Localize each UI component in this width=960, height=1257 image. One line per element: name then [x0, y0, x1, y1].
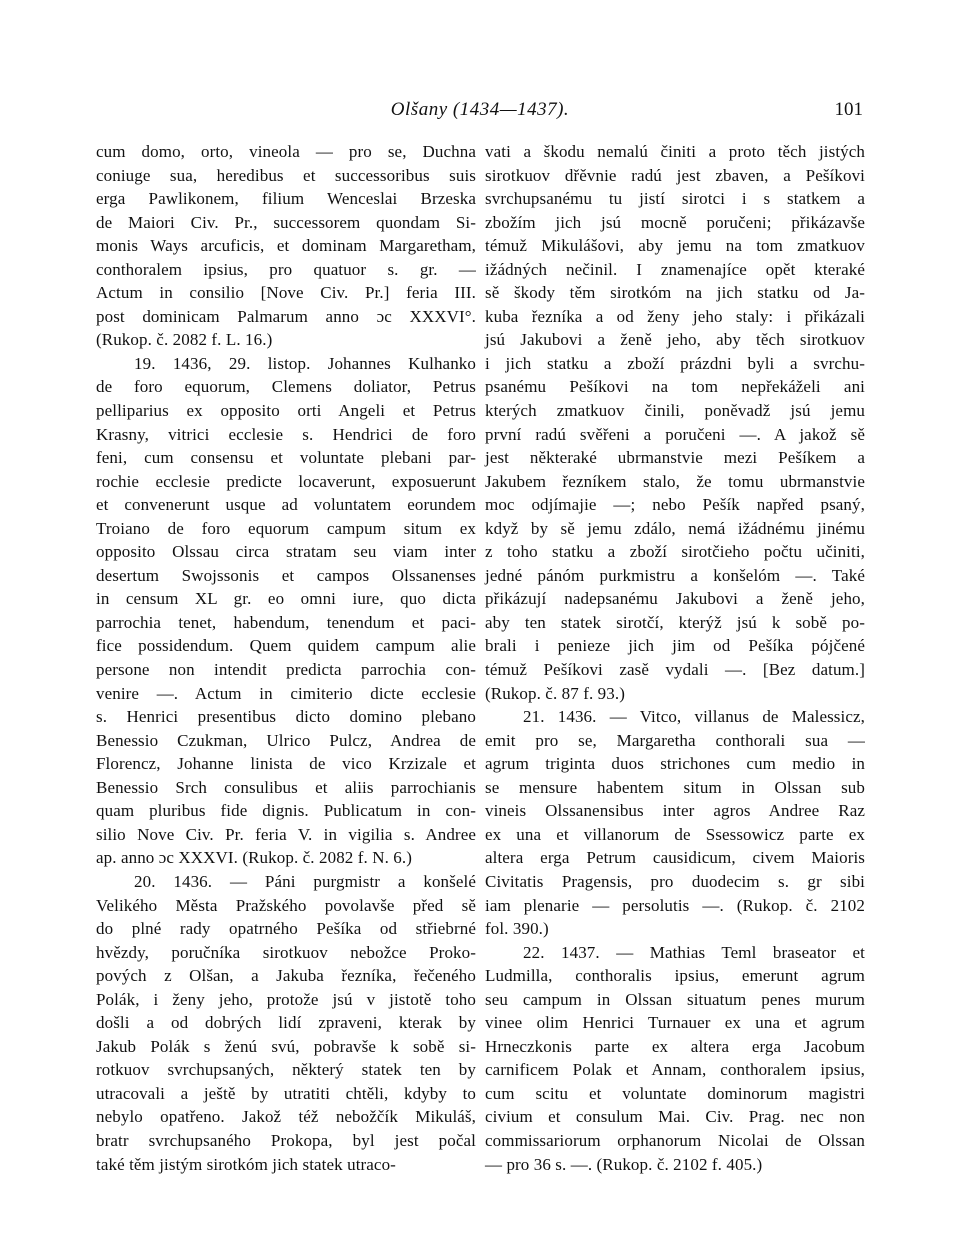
text-line: z toho statku a zboží sirotčieho počtu učiniti,: [485, 542, 865, 562]
running-title: Olšany (1434—1437).: [390, 99, 570, 120]
text-line: hvězdy, poručníka sirotkuov nebožce Proko-: [96, 942, 476, 962]
text-line: parrochia tenet, habendum, tenendum et paci-: [96, 612, 476, 632]
text-line: venire —. Actum in cimiterio dicte ecclesie: [96, 683, 476, 703]
text-line: cum scitu et voluntate dominorum magistri: [485, 1083, 865, 1103]
text-line: agrum triginta duos strichones cum medio in: [485, 754, 865, 774]
text-line: došli a od dobrých lidí zpraveni, kterak by: [96, 1013, 476, 1033]
text-line: conthoralem ipsius, pro quatuor s. gr. —: [96, 259, 476, 279]
text-line: do plné rady opatrného Pešíka od střiebrné: [96, 919, 476, 939]
text-line: de Maiori Civ. Pr., successorem quondam Si-: [96, 212, 476, 232]
text-line: kterých zmatkuov činili, poněvadž jsú jemu: [485, 401, 865, 421]
text-line: 21. 1436. — Vitco, villanus de Malessicz,: [523, 707, 865, 727]
text-line: jedné pánóm purkmistru a konšelóm —. Také: [485, 565, 865, 585]
text-line: cum domo, orto, vineola — pro se, Duchna: [96, 142, 476, 161]
text-line: persone non intendit predicta parrochia con-: [96, 660, 476, 680]
text-line: sě škody těm sirotkóm na jich statku od Ja-: [485, 283, 865, 303]
text-line: aby ten statek sirotčí, kterýž jsú k sobě po-: [485, 612, 865, 632]
text-line: Benessio Srch consulibus et aliis parrochianis: [96, 777, 476, 797]
text-line: když by sě jemu zdálo, nemá ižádnému jinému: [485, 518, 865, 538]
text-line: Velikého Města Pražského povolavše před sě: [96, 895, 476, 915]
text-line: desertum Swojssonis et campos Olssanenses: [96, 565, 476, 585]
right-text-column: [485, 140, 865, 1176]
text-line: post dominicam Palmarum anno ɔc XXXVI°.: [96, 306, 476, 326]
text-line: brali i penieze jich jim od Pešíka pójčené: [485, 636, 865, 656]
text-line: Polák, i ženy jeho, protože jsú v jistotě toho: [96, 989, 476, 1009]
text-line: Krasny, vitrici ecclesie s. Hendrici de foro: [96, 424, 476, 444]
text-line: 20. 1436. — Páni purgmistr a konšelé: [134, 871, 476, 891]
text-line: Ludmilla, conthoralis ipsius, emerunt agrum: [485, 966, 865, 986]
text-line: altera erga Petrum causidicum, civem Maioris: [485, 848, 865, 868]
text-line: jsú Jakubovi a ženě jeho, aby těch sirotkuov: [485, 330, 865, 350]
text-line: témuž Mikulášovi, aby jemu na tom zmatkuov: [485, 236, 865, 256]
text-line: jest některaké ubrmanstvie mezi Pešíkem a: [485, 448, 865, 468]
text-line: Benessio Czukman, Ulrico Pulcz, Andrea de: [96, 730, 476, 750]
text-line: fol. 390.): [485, 919, 549, 939]
text-line: utracovali a ještě by utratiti chtěli, kdyby to: [96, 1083, 476, 1103]
text-line: sirotkuov dřěvnie radú jest zbaven, a Pešíkovi: [485, 165, 865, 185]
text-line: quam pluribus fide dignis. Publicatum in con-: [96, 801, 476, 821]
text-line: (Rukop. č. 2082 f. L. 16.): [96, 330, 273, 350]
text-line: Jakubem řezníkem stalo, že tomu ubrmanstvie: [485, 471, 865, 491]
left-text-column: [96, 140, 476, 1176]
text-line: carnificem Polak et Annam, conthoralem ipsius,: [485, 1060, 865, 1080]
text-line: civium et consulum Mai. Civ. Prag. nec non: [485, 1107, 865, 1127]
text-line: Florencz, Johanne linista de vico Krzizale et: [96, 754, 476, 774]
text-line: Jakub Polák s ženú svú, pobravše k sobě si-: [96, 1036, 476, 1056]
text-line: přikázují nadepsanému Jakubovi a ženě jeho,: [485, 589, 865, 609]
text-line: témuž Pešíkovi zasě vydali —. [Bez datum.]: [485, 660, 865, 680]
text-line: Troiano de foro equorum campum situm ex: [96, 518, 476, 538]
text-line: i jich statku a zboží prázdni byli a svrchu-: [485, 353, 865, 373]
text-line: opposito Olssau circa stratam seu viam inter: [96, 542, 476, 562]
text-line: ižádných nečinil. I znamenajíce opět kteraké: [485, 259, 865, 279]
text-line: commissariorum orphanorum Nicolai de Olssan: [485, 1130, 865, 1150]
page-header: [0, 99, 960, 127]
text-line: feni, cum consensu et voluntate plebani par-: [96, 448, 476, 468]
text-line: de foro equorum, Clemens doliator, Petrus: [96, 377, 476, 397]
text-line: 22. 1437. — Mathias Teml braseator et: [523, 942, 865, 962]
text-line: 19. 1436, 29. listop. Johannes Kulhanko: [134, 353, 476, 373]
text-line: iam plenarie — persolutis —. (Rukop. č. 2102: [485, 895, 865, 915]
text-line: ap. anno ɔc XXXVI. (Rukop. č. 2082 f. N. 6.): [96, 848, 412, 868]
text-line: et convenerunt usque ad voluntatem eorundem: [96, 495, 476, 515]
text-line: se mensure habentem situm in Olssan sub: [485, 777, 865, 797]
text-line: také těm jistým sirotkóm jich statek utraco-: [96, 1154, 396, 1174]
text-line: svrchupsanému tu jistí sirotci i s statkem a: [485, 189, 865, 209]
text-line: vineis Olssanensibus inter agros Andree Raz: [485, 801, 865, 821]
text-line: silio Nove Civ. Pr. feria V. in vigilia s. Andree: [96, 824, 476, 844]
text-line: psanému Pešíkovi na tom nepřekáželi ani: [485, 377, 865, 397]
text-line: seu campum in Olssan situatum penes murum: [485, 989, 865, 1009]
text-line: Hrneczkonis parte ex altera erga Jacobum: [485, 1036, 865, 1056]
text-line: první radú svěřeni a poručeni —. A jakož sě: [485, 424, 865, 444]
text-line: vinee olim Henrici Turnauer ex una et agrum: [485, 1013, 865, 1033]
text-line: rochie ecclesie predicte locaverunt, exposuerunt: [96, 471, 476, 491]
text-line: moc odjímajie —; nebo Pešík napřed psaný,: [485, 495, 865, 515]
page-number: 101: [834, 99, 863, 120]
text-line: Civitatis Pragensis, pro duodecim s. gr sibi: [485, 871, 865, 891]
text-line: rotkuov svrchupsaných, některý statek ten by: [96, 1060, 476, 1080]
text-line: bratr svrchupsaného Prokopa, byl jest počal: [96, 1130, 476, 1150]
text-line: coniuge sua, heredibus et successoribus suis: [96, 165, 476, 185]
text-line: vati a škodu nemalú činiti a proto těch jistých: [485, 142, 865, 161]
text-line: ex una et villanorum de Ssessowicz parte ex: [485, 824, 865, 844]
text-line: pelliparius ex opposito orti Angeli et Petrus: [96, 401, 476, 421]
text-line: s. Henrici presentibus dicto domino plebano: [96, 707, 476, 727]
text-line: nebylo opatřeno. Jakož též nebožčík Mikuláš,: [96, 1107, 476, 1127]
text-line: monis Ways arcuficis, et dominam Margaretham,: [96, 236, 476, 256]
text-line: — pro 36 s. —. (Rukop. č. 2102 f. 405.): [485, 1154, 763, 1174]
text-line: Actum in consilio [Nove Civ. Pr.] feria III.: [96, 283, 476, 303]
text-line: zbožím jich jsú mocně poručeni; přikázavše: [485, 212, 865, 232]
text-line: fice possidendum. Quem quidem campum alie: [96, 636, 476, 656]
text-line: pových z Olšan, a Jakuba řezníka, řečeného: [96, 966, 476, 986]
text-line: (Rukop. č. 87 f. 93.): [485, 683, 625, 703]
text-line: in censum XL gr. eo omni iure, quo dicta: [96, 589, 476, 609]
text-line: kuba řezníka a od ženy jeho staly: i přikázali: [485, 306, 865, 326]
text-line: erga Pawlikonem, filium Wenceslai Brzeska: [96, 189, 476, 209]
text-line: emit pro se, Margaretha conthorali sua —: [485, 730, 865, 750]
